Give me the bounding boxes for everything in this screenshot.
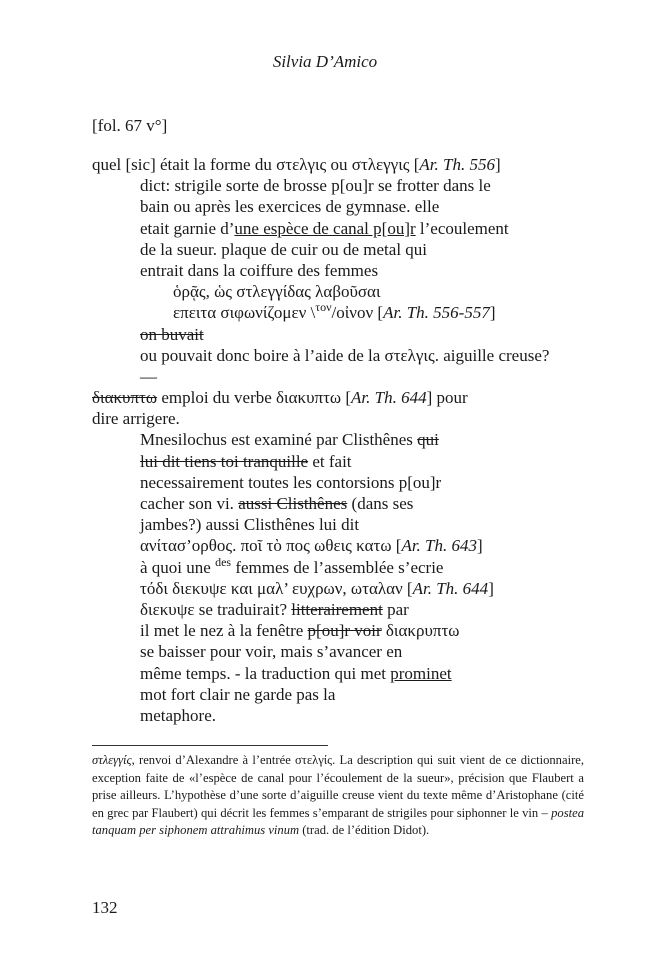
text-segment: entrait dans la coiffure des femmes <box>140 260 379 280</box>
italic-reference: Ar. Th. 556-557 <box>383 303 490 323</box>
text-line <box>92 154 592 175</box>
text-segment: de la sueur. plaque de cuir ou de metal qui <box>140 239 428 259</box>
underlined-text: une espèce de canal p[ou]r <box>234 218 416 238</box>
text-segment: jambes?) aussi Clisthênes lui dit <box>140 515 360 535</box>
struck-text: on buvait <box>140 324 204 344</box>
text-segment: ] <box>488 578 494 598</box>
text-line <box>92 514 592 535</box>
text-line <box>92 451 592 472</box>
text-segment: Mnesilochus est examiné par Clisthênes <box>140 430 418 450</box>
text-segment: et fait <box>308 451 352 471</box>
text-segment: ] pour <box>426 388 468 408</box>
footnote <box>92 752 584 840</box>
text-line <box>92 705 592 726</box>
text-line <box>92 345 592 366</box>
text-line <box>92 196 592 217</box>
text-segment: ὁρᾷς, ὡς στλεγγίδας λαβοῦσαι <box>173 282 381 302</box>
text-segment: τόδι διεκυψε και μαλ’ ευχρων, ωταλαν [ <box>140 578 413 598</box>
folio-reference: [fol. 67 v°] <box>92 116 168 135</box>
text-line <box>92 599 592 620</box>
struck-text: p[ou]r voir <box>307 621 382 641</box>
text-segment: cacher son vi. <box>140 494 239 513</box>
text-line <box>92 239 592 260</box>
text-line <box>92 684 592 705</box>
text-line <box>92 472 592 493</box>
italic-reference: Ar. Th. 556 <box>419 155 495 174</box>
text-segment: διεκυψε se traduirait? <box>140 599 292 619</box>
text-segment: (trad. de l’édition Didot). <box>299 823 430 838</box>
text-segment: ou pouvait donc boire à l’aide de la στελγις. aiguille creuse? <box>140 345 550 365</box>
text-line <box>92 620 592 641</box>
struck-text: lui dit tiens toi tranquille <box>140 451 309 471</box>
text-segment: quel [sic] était la forme du στελγις ou στλεγγις [ <box>92 155 420 174</box>
text-line <box>92 641 592 662</box>
interlinear-addition: des <box>215 554 232 569</box>
text-segment: bain ou après les exercices de gymnase. elle <box>140 197 440 217</box>
text-line <box>92 366 592 387</box>
text-segment: se baisser pour voir, mais s’avancer en <box>140 642 403 662</box>
text-segment: même temps. - la traduction qui met <box>140 663 391 683</box>
text-segment: (dans ses <box>347 494 414 513</box>
italic-reference: postea tanquam per siphonem attrahimus vinum <box>92 805 584 838</box>
text-line <box>92 281 592 302</box>
text-segment: emploi du verbe διακυπτω [ <box>157 388 352 408</box>
interlinear-addition: τον <box>315 300 332 315</box>
text-segment: επειτα σιφωνίζομεν \ <box>173 303 316 323</box>
italic-reference: Ar. Th. 644 <box>351 388 427 408</box>
text-segment: ανίτασ’ορθος. ποῖ τὸ πος ωθεις κατω [ <box>140 536 402 556</box>
struck-text: qui <box>417 430 439 450</box>
text-segment: il met le nez à la fenêtre <box>140 621 308 641</box>
text-line <box>92 324 592 345</box>
struck-text: διακυπτω <box>92 388 158 408</box>
text-segment: necessairement toutes les contorsions p[ou]r <box>140 472 442 492</box>
text-line <box>92 493 592 514</box>
text-segment: à quoi une <box>140 557 216 577</box>
text-line <box>92 535 592 556</box>
text-line <box>92 429 592 450</box>
underlined-text: prominet <box>390 663 452 683</box>
footnote-rule <box>92 745 328 746</box>
italic-reference: στλεγγίς <box>92 753 132 767</box>
text-segment: dict: strigile sorte de brosse p[ou]r se frotter dans le <box>140 176 491 196</box>
struck-text: aussi Clisthênes <box>238 494 348 513</box>
text-segment: etait garnie d’ <box>140 218 235 238</box>
text-line <box>92 218 592 239</box>
text-segment: — <box>140 366 157 386</box>
text-line <box>92 175 592 196</box>
text-line <box>92 260 592 281</box>
running-head: Silvia D’Amico <box>272 52 378 71</box>
text-segment: par <box>382 599 409 619</box>
text-segment: διακρυπτω <box>381 621 460 641</box>
italic-reference: Ar. Th. 644 <box>412 578 489 598</box>
text-line <box>92 578 592 599</box>
text-segment: dire arrigere. <box>92 409 180 429</box>
text-line <box>92 554 592 578</box>
text-line <box>92 663 592 684</box>
text-line <box>92 302 592 323</box>
text-segment: ] <box>489 303 496 323</box>
text-segment: ] <box>495 155 501 174</box>
text-segment: ] <box>477 536 483 556</box>
text-segment: femmes de l’assemblée s’ecrie <box>231 557 444 577</box>
text-segment: l’ecoulement <box>415 218 509 238</box>
italic-reference: Ar. Th. 643 <box>401 536 478 556</box>
struck-text: litterairement <box>291 599 383 619</box>
text-segment: mot fort clair ne garde pas la <box>140 684 336 704</box>
text-segment: metaphore. <box>140 705 216 725</box>
text-line <box>92 408 592 429</box>
text-segment: , renvoi d’Alexandre à l’entrée στελγίς. La description qui suit vient de ce dictionnaire, exception faite de «l’espèce de canal pour l’écoulement de la sueur», précision que Flaubert a prise ailleurs. L’hypothèse d’une sorte d’aiguille creuse vient du texte même d’Aristophane (cité en grec par Flaubert) qui décrit les femmes s’emparant de strigiles pour siphonner le vin – <box>92 753 584 820</box>
transcription-body <box>92 154 592 726</box>
text-segment: /οἰνον [ <box>331 303 384 323</box>
page-number: 132 <box>92 898 118 917</box>
text-line <box>92 387 592 408</box>
